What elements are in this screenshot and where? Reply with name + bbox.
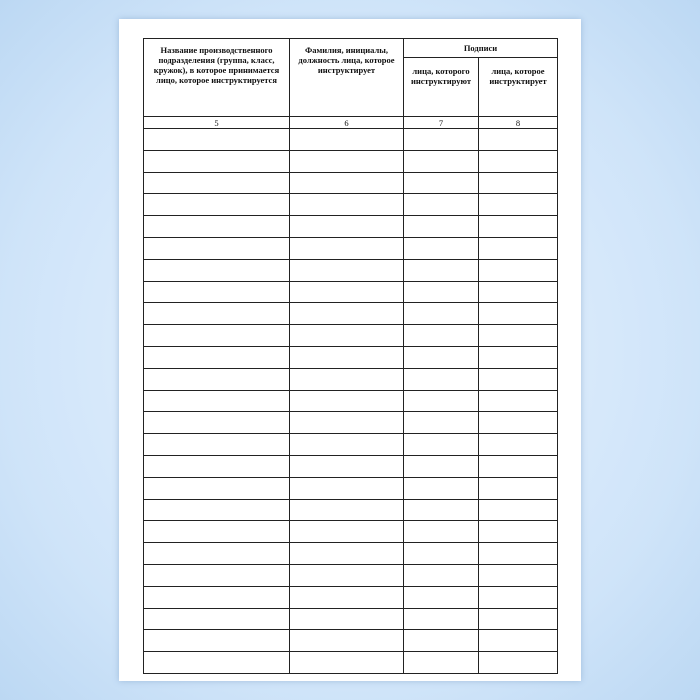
table-cell bbox=[404, 129, 479, 151]
table-row bbox=[144, 455, 558, 477]
table-cell bbox=[479, 608, 558, 630]
table-cell bbox=[479, 281, 558, 303]
header-signatures: Подписи bbox=[404, 39, 558, 58]
table-cell bbox=[404, 652, 479, 674]
table-cell bbox=[144, 608, 290, 630]
table-cell bbox=[479, 630, 558, 652]
table-cell bbox=[479, 477, 558, 499]
table-row bbox=[144, 368, 558, 390]
table-cell bbox=[290, 608, 404, 630]
table-cell bbox=[404, 281, 479, 303]
table-row bbox=[144, 259, 558, 281]
table-cell bbox=[479, 652, 558, 674]
table-cell bbox=[479, 325, 558, 347]
table-cell bbox=[144, 237, 290, 259]
table-row bbox=[144, 521, 558, 543]
table-cell bbox=[144, 259, 290, 281]
table-cell bbox=[479, 412, 558, 434]
table-cell bbox=[290, 172, 404, 194]
table-cell bbox=[290, 194, 404, 216]
table-row bbox=[144, 194, 558, 216]
table-cell bbox=[144, 303, 290, 325]
table-cell bbox=[404, 586, 479, 608]
column-number-6: 6 bbox=[290, 117, 404, 129]
table-cell bbox=[479, 129, 558, 151]
table-cell bbox=[144, 586, 290, 608]
table-row bbox=[144, 499, 558, 521]
column-number-8: 8 bbox=[479, 117, 558, 129]
table-row bbox=[144, 281, 558, 303]
table-cell bbox=[144, 652, 290, 674]
table-cell bbox=[144, 325, 290, 347]
table-row bbox=[144, 630, 558, 652]
table-row bbox=[144, 346, 558, 368]
table-cell bbox=[479, 259, 558, 281]
table-cell bbox=[404, 259, 479, 281]
table-cell bbox=[479, 303, 558, 325]
table-cell bbox=[144, 150, 290, 172]
table-cell bbox=[290, 652, 404, 674]
table-cell bbox=[290, 325, 404, 347]
table-cell bbox=[404, 434, 479, 456]
table-cell bbox=[290, 543, 404, 565]
table-cell bbox=[404, 455, 479, 477]
table-cell bbox=[290, 586, 404, 608]
table-cell bbox=[479, 150, 558, 172]
table-row bbox=[144, 303, 558, 325]
table-cell bbox=[144, 543, 290, 565]
table-cell bbox=[404, 499, 479, 521]
table-cell bbox=[290, 390, 404, 412]
table-cell bbox=[290, 434, 404, 456]
table-row bbox=[144, 129, 558, 151]
table-cell bbox=[290, 259, 404, 281]
table-cell bbox=[290, 521, 404, 543]
table-cell bbox=[290, 368, 404, 390]
header-signature-instructed: лица, которого инструктируют bbox=[404, 58, 479, 117]
journal-page bbox=[119, 19, 581, 681]
table-cell bbox=[404, 477, 479, 499]
table-cell bbox=[479, 172, 558, 194]
table-cell bbox=[479, 586, 558, 608]
table-cell bbox=[144, 216, 290, 238]
table-cell bbox=[144, 455, 290, 477]
table-cell bbox=[144, 564, 290, 586]
table-cell bbox=[144, 477, 290, 499]
table-cell bbox=[144, 434, 290, 456]
table-cell bbox=[404, 630, 479, 652]
table-cell bbox=[290, 129, 404, 151]
table-cell bbox=[479, 390, 558, 412]
table-cell bbox=[404, 194, 479, 216]
table-cell bbox=[479, 346, 558, 368]
table-row bbox=[144, 325, 558, 347]
table-cell bbox=[404, 608, 479, 630]
table-cell bbox=[290, 150, 404, 172]
table-row bbox=[144, 172, 558, 194]
table-cell bbox=[144, 172, 290, 194]
table-cell bbox=[290, 216, 404, 238]
table-cell bbox=[144, 412, 290, 434]
header-unit-name: Название производственного подразделения (группа, класс, кружок), в которое принимается лицо, которое инструктируется bbox=[144, 39, 290, 117]
table-cell bbox=[404, 172, 479, 194]
table-cell bbox=[404, 150, 479, 172]
table-cell bbox=[479, 434, 558, 456]
table-cell bbox=[479, 499, 558, 521]
table-cell bbox=[290, 499, 404, 521]
table-cell bbox=[404, 346, 479, 368]
table-cell bbox=[479, 194, 558, 216]
table-cell bbox=[144, 129, 290, 151]
table-cell bbox=[404, 216, 479, 238]
table-cell bbox=[404, 325, 479, 347]
table-cell bbox=[404, 368, 479, 390]
table-body bbox=[144, 129, 558, 674]
header-instructor-name: Фамилия, инициалы, должность лица, которое инструктирует bbox=[290, 39, 404, 117]
table-cell bbox=[479, 368, 558, 390]
table-cell bbox=[144, 346, 290, 368]
table-cell bbox=[479, 543, 558, 565]
table-cell bbox=[290, 303, 404, 325]
table-cell bbox=[290, 477, 404, 499]
table-cell bbox=[479, 216, 558, 238]
table-cell bbox=[404, 390, 479, 412]
table-cell bbox=[144, 390, 290, 412]
table-cell bbox=[144, 281, 290, 303]
table-cell bbox=[404, 564, 479, 586]
table-row bbox=[144, 586, 558, 608]
table-row bbox=[144, 434, 558, 456]
table-cell bbox=[144, 630, 290, 652]
table-cell bbox=[290, 455, 404, 477]
table-cell bbox=[479, 455, 558, 477]
table-cell bbox=[404, 237, 479, 259]
table-cell bbox=[144, 194, 290, 216]
table-cell bbox=[404, 412, 479, 434]
instruction-journal-table bbox=[143, 38, 558, 674]
table-row bbox=[144, 564, 558, 586]
table-cell bbox=[290, 346, 404, 368]
table-row bbox=[144, 150, 558, 172]
table-cell bbox=[290, 237, 404, 259]
table-cell bbox=[290, 630, 404, 652]
table-cell bbox=[404, 521, 479, 543]
column-number-5: 5 bbox=[144, 117, 290, 129]
table-cell bbox=[144, 368, 290, 390]
column-number-7: 7 bbox=[404, 117, 479, 129]
table-cell bbox=[290, 281, 404, 303]
table-cell bbox=[479, 237, 558, 259]
table-cell bbox=[479, 564, 558, 586]
table-row bbox=[144, 237, 558, 259]
table-row bbox=[144, 412, 558, 434]
table-cell bbox=[404, 303, 479, 325]
table-cell bbox=[144, 521, 290, 543]
header-signature-instructor: лица, которое инструктирует bbox=[479, 58, 558, 117]
table-cell bbox=[144, 499, 290, 521]
table-row bbox=[144, 608, 558, 630]
table-row bbox=[144, 543, 558, 565]
table-cell bbox=[404, 543, 479, 565]
table-row bbox=[144, 477, 558, 499]
table-row bbox=[144, 390, 558, 412]
table-cell bbox=[290, 564, 404, 586]
table-row bbox=[144, 652, 558, 674]
table-cell bbox=[479, 521, 558, 543]
table-cell bbox=[290, 412, 404, 434]
table-row bbox=[144, 216, 558, 238]
